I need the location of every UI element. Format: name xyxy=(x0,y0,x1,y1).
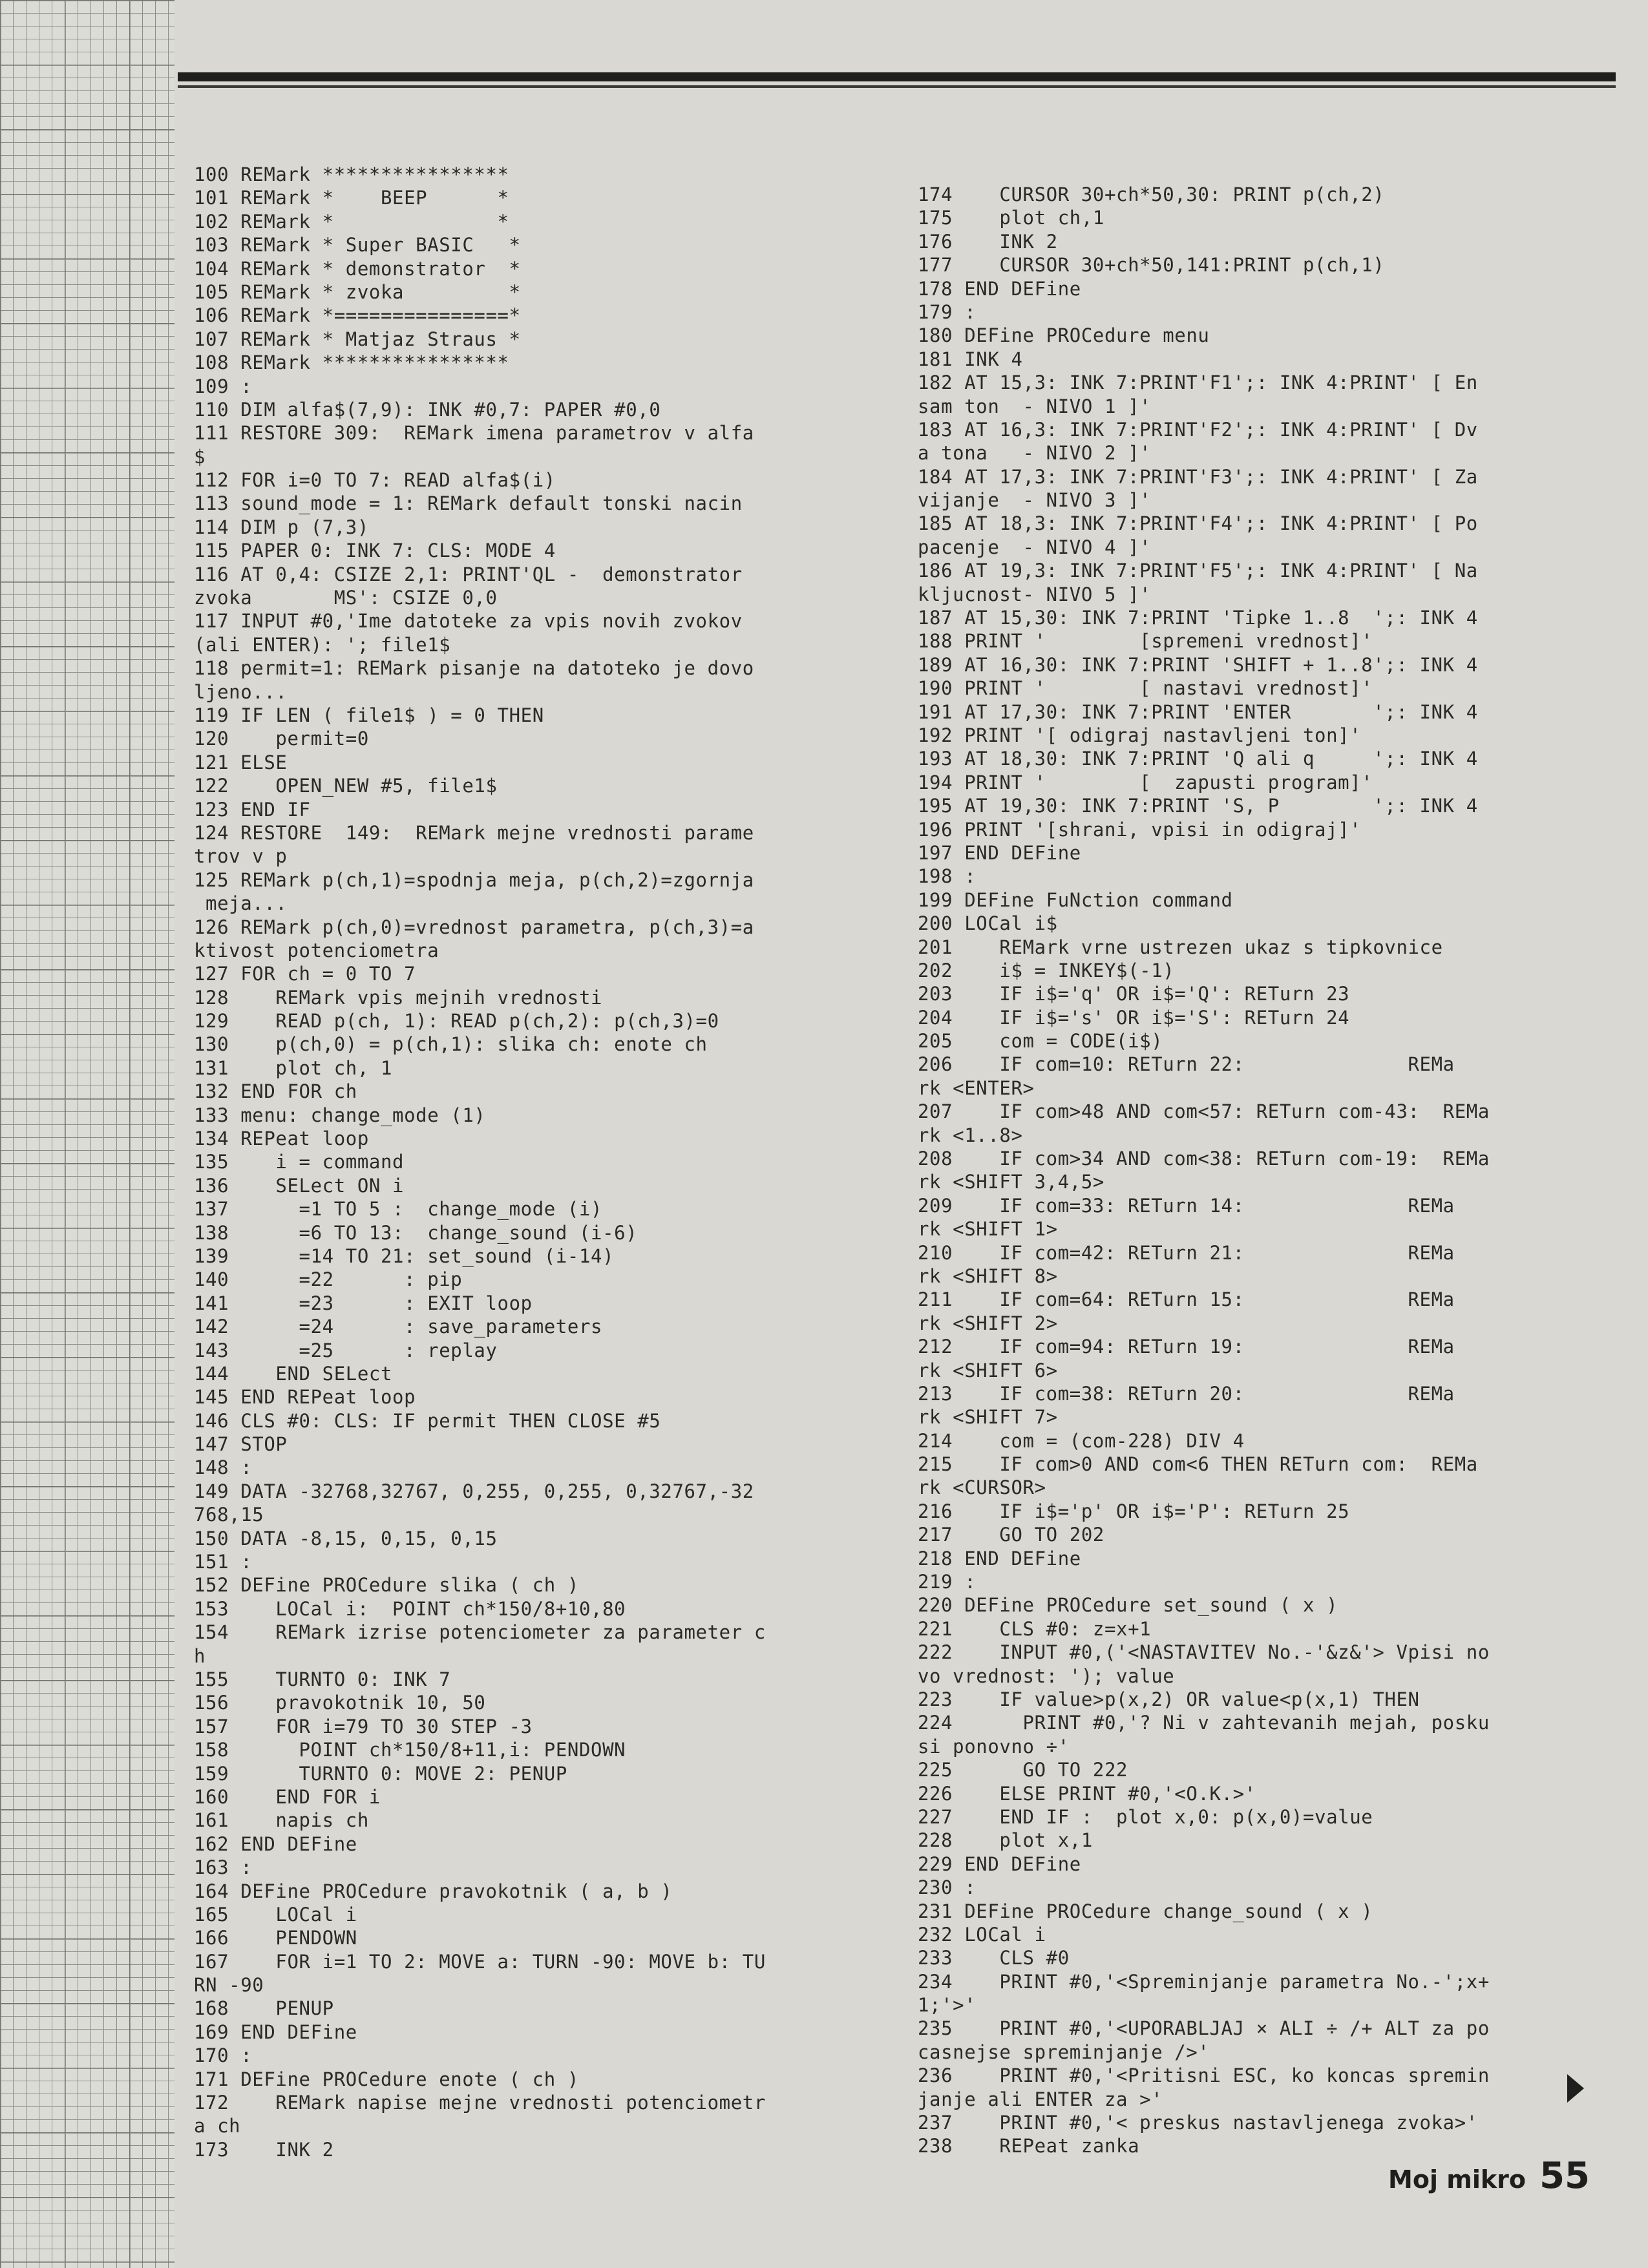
code-line: 122 OPEN_NEW #5, file1$ xyxy=(194,775,498,797)
code-line: 232 LOCal i xyxy=(918,1923,1046,1946)
magazine-name: Moj mikro xyxy=(1388,2165,1526,2194)
code-line: 237 PRINT #0,'< preskus nastavljenega zvoka>' xyxy=(918,2112,1478,2134)
code-line: 154 REMark izrise potenciometer za parameter c xyxy=(194,1621,766,1644)
code-line: janje ali ENTER za >' xyxy=(918,2088,1163,2110)
code-line: 157 FOR i=79 TO 30 STEP -3 xyxy=(194,1715,533,1738)
code-line: 133 menu: change_mode (1) xyxy=(194,1104,486,1126)
code-line: kljucnost- NIVO 5 ]' xyxy=(918,583,1152,605)
listing-column-left xyxy=(194,163,872,2161)
code-line: 127 FOR ch = 0 TO 7 xyxy=(194,963,416,985)
code-line: 132 END FOR ch xyxy=(194,1080,357,1103)
code-line: rk <SHIFT 1> xyxy=(918,1218,1058,1241)
code-line: 212 IF com=94: RETurn 19: REMa xyxy=(918,1336,1455,1358)
code-line: $ xyxy=(194,445,206,468)
code-line: trov v p xyxy=(194,845,288,868)
page-footer xyxy=(1388,2155,1590,2197)
code-line: 207 IF com>48 AND com<57: RETurn com-43: REMa xyxy=(918,1100,1490,1123)
code-line: 220 DEFine PROCedure set_sound ( x ) xyxy=(918,1594,1338,1617)
code-line: 183 AT 16,3: INK 7:PRINT'F2';: INK 4:PRINT' [ Dv xyxy=(918,418,1478,441)
code-line: 214 com = (com-228) DIV 4 xyxy=(918,1429,1245,1452)
code-line: 170 : xyxy=(194,2044,253,2067)
code-line: 216 IF i$='p' OR i$='P': RETurn 25 xyxy=(918,1500,1350,1522)
code-line: 104 REMark * demonstrator * xyxy=(194,257,521,280)
code-line: 189 AT 16,30: INK 7:PRINT 'SHIFT + 1..8';: INK 4 xyxy=(918,653,1478,676)
page-number: 55 xyxy=(1539,2155,1590,2197)
code-line: 172 REMark napise mejne vrednosti potenciometr xyxy=(194,2092,766,2114)
code-line: 223 IF value>p(x,2) OR value<p(x,1) THEN xyxy=(918,1688,1420,1710)
code-line: 152 DEFine PROCedure slika ( ch ) xyxy=(194,1574,579,1597)
code-line: 143 =25 : replay xyxy=(194,1339,498,1361)
code-line: 190 PRINT ' [ nastavi vrednost]' xyxy=(918,677,1373,700)
code-line: 191 AT 17,30: INK 7:PRINT 'ENTER ';: INK 4 xyxy=(918,700,1478,723)
code-line: 100 REMark **************** xyxy=(194,163,509,185)
code-line: RN -90 xyxy=(194,1974,264,1997)
code-line: 196 PRINT '[shrani, vpisi in odigraj]' xyxy=(918,818,1362,841)
listing-column-right xyxy=(918,183,1596,2158)
code-line: 101 REMark * BEEP * xyxy=(194,187,509,209)
code-line: 126 REMark p(ch,0)=vrednost parametra, p(ch,3)=a xyxy=(194,916,754,938)
code-line: 187 AT 15,30: INK 7:PRINT 'Tipke 1..8 ';: INK 4 xyxy=(918,607,1478,629)
code-line: 103 REMark * Super BASIC * xyxy=(194,234,521,257)
code-line: 160 END FOR i xyxy=(194,1785,381,1808)
code-line: 136 SELect ON i xyxy=(194,1174,405,1197)
code-line: 225 GO TO 222 xyxy=(918,1759,1128,1781)
code-line: rk <SHIFT 3,4,5> xyxy=(918,1171,1104,1193)
code-line: 135 i = command xyxy=(194,1151,405,1173)
code-line: 234 PRINT #0,'<Spreminjanje parametra No.-';x+ xyxy=(918,1970,1490,1993)
code-line: 184 AT 17,3: INK 7:PRINT'F3';: INK 4:PRINT' [ Za xyxy=(918,465,1478,488)
header-rule xyxy=(178,72,1616,81)
code-line: 233 CLS #0 xyxy=(918,1947,1070,1969)
code-line: 218 END DEFine xyxy=(918,1547,1081,1570)
code-line: 231 DEFine PROCedure change_sound ( x ) xyxy=(918,1900,1373,1922)
code-line: 109 : xyxy=(194,375,253,397)
code-line: 211 IF com=64: RETurn 15: REMa xyxy=(918,1288,1455,1311)
code-line: si ponovno ÷' xyxy=(918,1735,1070,1758)
code-line: ljeno... xyxy=(194,680,288,703)
code-line: 161 napis ch xyxy=(194,1809,369,1832)
code-line: 203 IF i$='q' OR i$='Q': RETurn 23 xyxy=(918,983,1350,1005)
code-line: 224 PRINT #0,'? Ni v zahtevanih mejah, posku xyxy=(918,1712,1490,1734)
code-line: 193 AT 18,30: INK 7:PRINT 'Q ali q ';: INK 4 xyxy=(918,748,1478,770)
code-line: 119 IF LEN ( file1$ ) = 0 THEN xyxy=(194,704,544,726)
code-line: 110 DIM alfa$(7,9): INK #0,7: PAPER #0,0 xyxy=(194,398,661,421)
code-line: 150 DATA -8,15, 0,15, 0,15 xyxy=(194,1527,498,1549)
code-line: rk <SHIFT 6> xyxy=(918,1359,1058,1381)
code-line: 236 PRINT #0,'<Pritisni ESC, ko koncas spremin xyxy=(918,2064,1490,2087)
code-line: 145 END REPeat loop xyxy=(194,1386,416,1409)
code-line: 129 READ p(ch, 1): READ p(ch,2): p(ch,3)=0 xyxy=(194,1010,719,1033)
code-line: 123 END IF xyxy=(194,798,311,821)
code-line: 124 RESTORE 149: REMark mejne vrednosti parame xyxy=(194,821,754,844)
code-line: 148 : xyxy=(194,1456,253,1479)
code-line: rk <SHIFT 8> xyxy=(918,1265,1058,1287)
code-line: 108 REMark **************** xyxy=(194,352,509,374)
code-line: pacenje - NIVO 4 ]' xyxy=(918,536,1152,558)
code-line: 107 REMark * Matjaz Straus * xyxy=(194,328,521,350)
code-line: 235 PRINT #0,'<UPORABLJAJ × ALI ÷ /+ ALT za po xyxy=(918,2017,1490,2040)
code-line: 118 permit=1: REMark pisanje na datoteko je dovo xyxy=(194,657,754,680)
code-line: 175 plot ch,1 xyxy=(918,207,1104,229)
code-line: 199 DEFine FuNction command xyxy=(918,888,1233,911)
code-line: 125 REMark p(ch,1)=spodnja meja, p(ch,2)=zgornja xyxy=(194,868,754,891)
code-line: 164 DEFine PROCedure pravokotnik ( a, b ) xyxy=(194,1880,673,1902)
code-line: h xyxy=(194,1644,206,1667)
code-line: 200 LOCal i$ xyxy=(918,912,1058,935)
code-line: 111 RESTORE 309: REMark imena parametrov v alfa xyxy=(194,422,754,445)
code-line: 163 : xyxy=(194,1856,253,1879)
code-line: 169 END DEFine xyxy=(194,2021,357,2043)
code-line: 168 PENUP xyxy=(194,1997,334,2020)
code-line: 219 : xyxy=(918,1571,977,1593)
code-line: sam ton - NIVO 1 ]' xyxy=(918,395,1152,417)
code-line: 174 CURSOR 30+ch*50,30: PRINT p(ch,2) xyxy=(918,184,1385,205)
code-line: 159 TURNTO 0: MOVE 2: PENUP xyxy=(194,1762,567,1785)
code-line: zvoka MS': CSIZE 0,0 xyxy=(194,587,498,609)
code-line: 121 ELSE xyxy=(194,751,288,773)
code-line: 139 =14 TO 21: set_sound (i-14) xyxy=(194,1244,615,1267)
code-line: 134 REPeat loop xyxy=(194,1128,369,1150)
code-line: 105 REMark * zvoka * xyxy=(194,280,521,303)
code-line: 128 REMark vpis mejnih vrednosti xyxy=(194,986,603,1009)
code-line: 208 IF com>34 AND com<38: RETurn com-19: REMa xyxy=(918,1148,1490,1170)
code-line: 102 REMark * * xyxy=(194,210,509,233)
code-line: 238 REPeat zanka xyxy=(918,2135,1140,2158)
code-line: a ch xyxy=(194,2115,241,2137)
code-line: 209 IF com=33: RETurn 14: REMa xyxy=(918,1194,1455,1217)
code-line: 228 plot x,1 xyxy=(918,1829,1093,1852)
code-line: 205 com = CODE(i$) xyxy=(918,1030,1163,1053)
code-line: 229 END DEFine xyxy=(918,1853,1081,1875)
code-line: 198 : xyxy=(918,865,977,888)
graph-paper-margin xyxy=(0,0,174,2268)
code-line: 210 IF com=42: RETurn 21: REMa xyxy=(918,1241,1455,1264)
continue-arrow-icon xyxy=(1567,2074,1584,2103)
code-line: 131 plot ch, 1 xyxy=(194,1056,393,1079)
code-line: 117 INPUT #0,'Ime datoteke za vpis novih zvokov xyxy=(194,610,743,633)
code-line: 188 PRINT ' [spremeni vrednost]' xyxy=(918,630,1373,653)
code-line: (ali ENTER): '; file1$ xyxy=(194,633,451,656)
code-line: 140 =22 : pip xyxy=(194,1268,463,1291)
code-line: 227 END IF : plot x,0: p(x,0)=value xyxy=(918,1805,1373,1828)
code-line: 192 PRINT '[ odigraj nastavljeni ton]' xyxy=(918,724,1362,746)
code-line: 115 PAPER 0: INK 7: CLS: MODE 4 xyxy=(194,540,556,562)
code-line: meja... xyxy=(194,892,288,915)
code-line: 202 i$ = INKEY$(-1) xyxy=(918,959,1175,982)
code-line: 114 DIM p (7,3) xyxy=(194,516,369,538)
code-line: 113 sound_mode = 1: REMark default tonski nacin xyxy=(194,492,743,515)
code-line: rk <SHIFT 7> xyxy=(918,1406,1058,1429)
code-line: 180 DEFine PROCedure menu xyxy=(918,324,1210,347)
code-line: 217 GO TO 202 xyxy=(918,1524,1104,1546)
code-line: 179 : xyxy=(918,300,977,323)
code-line: 112 FOR i=0 TO 7: READ alfa$(i) xyxy=(194,469,556,492)
code-line: vo vrednost: '); value xyxy=(918,1664,1175,1687)
code-line: 155 TURNTO 0: INK 7 xyxy=(194,1668,451,1690)
code-line: 181 INK 4 xyxy=(918,348,1023,370)
code-line: 158 POINT ch*150/8+11,i: PENDOWN xyxy=(194,1739,626,1761)
code-line: rk <CURSOR> xyxy=(918,1476,1046,1499)
code-line: 1;'>' xyxy=(918,1994,977,2017)
code-line: 194 PRINT ' [ zapusti program]' xyxy=(918,771,1373,793)
code-line: 195 AT 19,30: INK 7:PRINT 'S, P ';: INK 4 xyxy=(918,795,1478,817)
code-line: 166 PENDOWN xyxy=(194,1927,357,1949)
code-line: 151 : xyxy=(194,1551,253,1573)
code-line: 116 AT 0,4: CSIZE 2,1: PRINT'QL - demonstrator xyxy=(194,563,743,585)
code-line: 182 AT 15,3: INK 7:PRINT'F1';: INK 4:PRINT' [ En xyxy=(918,372,1478,394)
code-line: 167 FOR i=1 TO 2: MOVE a: TURN -90: MOVE b: TU xyxy=(194,1950,766,1973)
code-line: 120 permit=0 xyxy=(194,728,369,750)
code-line: 162 END DEFine xyxy=(194,1832,357,1855)
code-line: 768,15 xyxy=(194,1504,264,1526)
code-line: 204 IF i$='s' OR i$='S': RETurn 24 xyxy=(918,1006,1350,1029)
code-line: 153 LOCal i: POINT ch*150/8+10,80 xyxy=(194,1597,626,1620)
code-line: rk <ENTER> xyxy=(918,1076,1035,1099)
code-line: 138 =6 TO 13: change_sound (i-6) xyxy=(194,1221,638,1244)
code-line: 146 CLS #0: CLS: IF permit THEN CLOSE #5 xyxy=(194,1409,661,1432)
code-line: vijanje - NIVO 3 ]' xyxy=(918,489,1152,512)
code-line: 177 CURSOR 30+ch*50,141:PRINT p(ch,1) xyxy=(918,254,1385,277)
code-line: 173 INK 2 xyxy=(194,2138,334,2161)
code-line: 201 REMark vrne ustrezen ukaz s tipkovnice xyxy=(918,936,1443,958)
code-line: 185 AT 18,3: INK 7:PRINT'F4';: INK 4:PRINT' [ Po xyxy=(918,512,1478,535)
code-line: 165 LOCal i xyxy=(194,1903,357,1926)
code-line: 215 IF com>0 AND com<6 THEN RETurn com: REMa xyxy=(918,1453,1478,1476)
code-line: 144 END SELect xyxy=(194,1362,393,1385)
code-line: 147 STOP xyxy=(194,1433,288,1456)
code-line: 141 =23 : EXIT loop xyxy=(194,1292,533,1314)
code-line: 226 ELSE PRINT #0,'<O.K.>' xyxy=(918,1782,1256,1805)
code-line: 137 =1 TO 5 : change_mode (i) xyxy=(194,1198,603,1221)
code-line: 106 REMark *===============* xyxy=(194,304,521,327)
code-line: 156 pravokotnik 10, 50 xyxy=(194,1692,486,1714)
code-line: rk <SHIFT 2> xyxy=(918,1312,1058,1334)
code-line: 230 : xyxy=(918,1876,977,1899)
code-line: 221 CLS #0: z=x+1 xyxy=(918,1617,1152,1640)
code-line: 171 DEFine PROCedure enote ( ch ) xyxy=(194,2068,579,2090)
code-line: 206 IF com=10: RETurn 22: REMa xyxy=(918,1053,1455,1076)
code-line: rk <1..8> xyxy=(918,1124,1023,1146)
code-line: 142 =24 : save_parameters xyxy=(194,1316,603,1338)
code-line: 178 END DEFine xyxy=(918,277,1081,300)
code-line: 176 INK 2 xyxy=(918,230,1058,253)
code-line: a tona - NIVO 2 ]' xyxy=(918,442,1152,465)
code-line: 186 AT 19,3: INK 7:PRINT'F5';: INK 4:PRINT' [ Na xyxy=(918,560,1478,582)
code-line: casnejse spreminjanje />' xyxy=(918,2041,1210,2063)
code-line: 130 p(ch,0) = p(ch,1): slika ch: enote ch xyxy=(194,1033,708,1056)
code-line: 222 INPUT #0,('<NASTAVITEV No.-'&z&'> Vpisi no xyxy=(918,1641,1490,1664)
code-line: ktivost potenciometra xyxy=(194,939,439,961)
code-line: 149 DATA -32768,32767, 0,255, 0,255, 0,32767,-32 xyxy=(194,1480,754,1502)
code-line: 197 END DEFine xyxy=(918,841,1081,864)
code-line: 213 IF com=38: RETurn 20: REMa xyxy=(918,1382,1455,1405)
